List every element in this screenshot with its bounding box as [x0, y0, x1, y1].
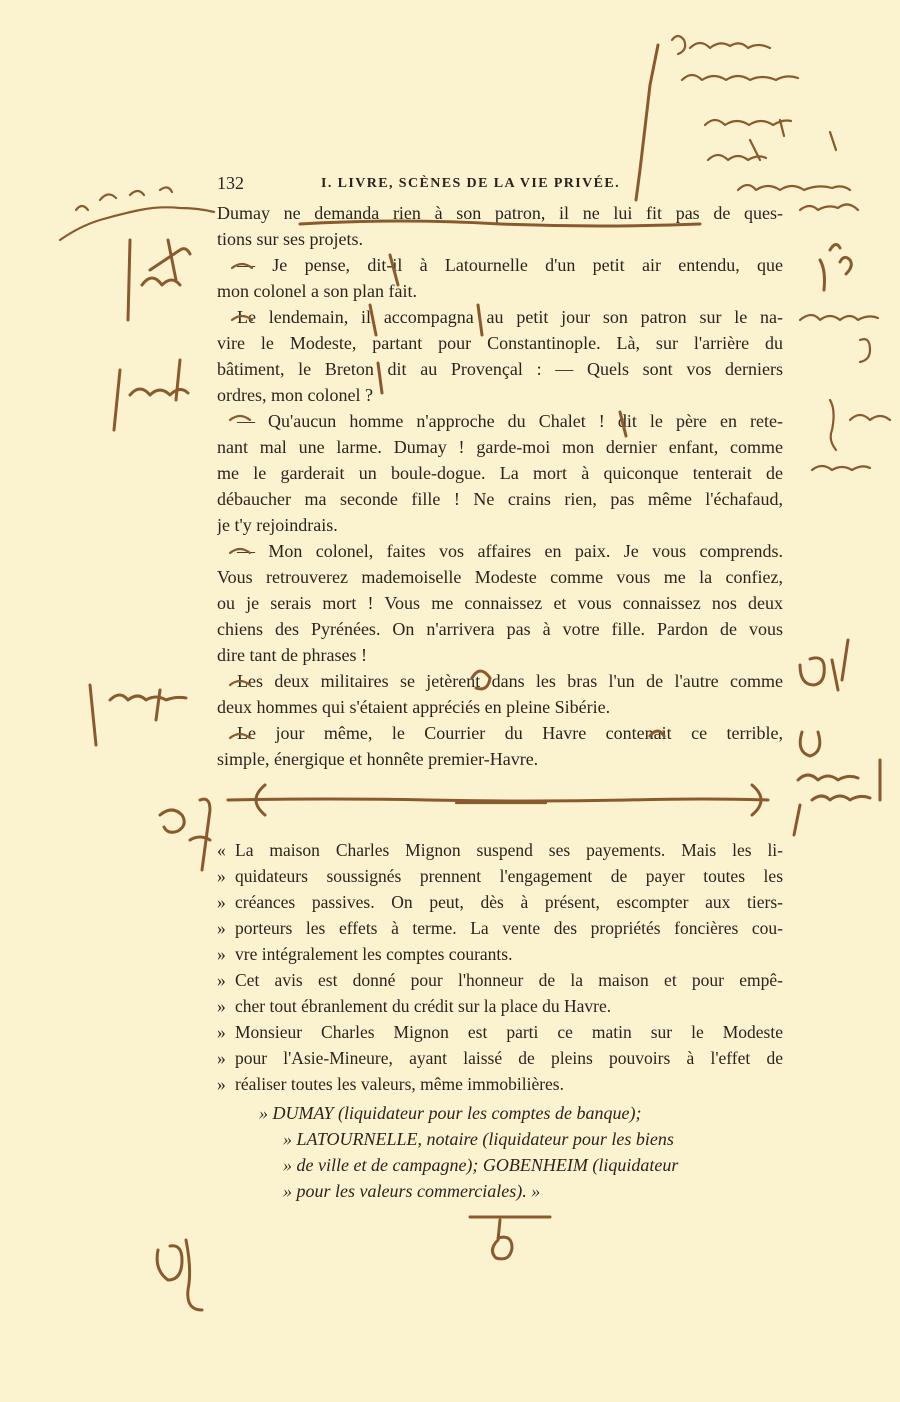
- signature-line: » DUMAY (liquidateur pour les comptes de banque);: [259, 1103, 642, 1123]
- margin-note-left-3: [114, 360, 188, 430]
- text-line: débaucher ma seconde fille ! Ne crains rien, pas même l'échafaud,: [217, 489, 783, 509]
- text-line: nant mal une larme. Dumay ! garde-moi mon dernier enfant, comme: [217, 437, 783, 457]
- notice-line: » Monsieur Charles Mignon est parti ce matin sur le Modeste: [217, 1022, 783, 1042]
- closing-flourish: [492, 1220, 512, 1259]
- running-header: [217, 173, 687, 199]
- signature-line: » de ville et de campagne); GOBENHEIM (liquidateur: [283, 1155, 679, 1175]
- text-line: dire tant de phrases !: [217, 645, 367, 665]
- text-line: ou je serais mort ! Vous me connaissez et vous connaissez nos deux: [217, 593, 783, 613]
- signature-line: » LATOURNELLE, notaire (liquidateur pour les biens: [283, 1129, 674, 1149]
- margin-note-left-4: [90, 685, 186, 745]
- text-line: vire le Modeste, partant pour Constantinople. Là, sur l'arrière du: [217, 333, 783, 353]
- running-head: I. LIVRE, SCÈNES DE LA VIE PRIVÉE.: [321, 176, 621, 191]
- notice-line: » créances passives. On peut, dès à présent, escompter aux tiers-: [217, 892, 783, 912]
- text-line: Les deux militaires se jetèrent dans les bras l'un de l'autre comme: [237, 671, 783, 691]
- margin-note-right-2: [800, 315, 878, 362]
- text-line: — Mon colonel, faites vos affaires en paix. Je vous comprends.: [237, 541, 783, 561]
- text-line: mon colonel a son plan fait.: [217, 281, 417, 301]
- notice-line: » quidateurs soussignés prennent l'engagement de payer toutes les: [217, 866, 783, 886]
- notice-quotation: [217, 837, 783, 1097]
- notice-line: » pour l'Asie-Mineure, ayant laissé de pleins pouvoirs à l'effet de: [217, 1048, 783, 1068]
- notice-line: » Cet avis est donné pour l'honneur de la maison et pour empê-: [217, 970, 783, 990]
- margin-note-right-3: [812, 400, 890, 470]
- text-line: — Je pense, dit-il à Latournelle d'un petit air entendu, que: [237, 255, 783, 275]
- notice-line: « La maison Charles Mignon suspend ses payements. Mais les li-: [217, 840, 783, 860]
- text-line: Le jour même, le Courrier du Havre contenait ce terrible,: [237, 723, 783, 743]
- margin-note-top-right: [672, 36, 858, 210]
- text-line: — Qu'aucun homme n'approche du Chalet ! dit le père en rete-: [237, 411, 783, 431]
- long-horizontal-line: [228, 799, 768, 801]
- margin-note-left-2: [128, 240, 190, 320]
- text-line: ordres, mon colonel ?: [217, 385, 373, 405]
- notice-line: » vre intégralement les comptes courants.: [217, 944, 513, 964]
- notice-line: » cher tout ébranlement du crédit sur la place du Havre.: [217, 996, 612, 1016]
- text-line: Le lendemain, il accompagna au petit jour son patron sur le na-: [237, 307, 783, 327]
- signatories: [217, 1100, 783, 1204]
- margin-note-right-5: [794, 732, 880, 835]
- text-line: tions sur ses projets.: [217, 229, 363, 249]
- text-line: Dumay ne demanda rien à son patron, il ne lui fit pas de ques-: [217, 203, 783, 223]
- margin-note-left-1: [60, 187, 214, 240]
- signature-line: » pour les valeurs commerciales). »: [283, 1181, 541, 1201]
- margin-note-right-1: [820, 244, 851, 290]
- margin-note-right-4: [800, 640, 848, 690]
- text-line: me le garderait un boule-dogue. La mort à quiconque tenterait de: [217, 463, 783, 483]
- page-number: 132: [217, 173, 244, 193]
- text-line: deux hommes qui s'étaient appréciés en pleine Sibérie.: [217, 697, 611, 717]
- margin-note-left-5: [160, 799, 210, 870]
- text-line: bâtiment, le Breton dit au Provençal : — Quels sont vos derniers: [217, 359, 783, 379]
- text-line: je t'y rejoindrais.: [217, 515, 338, 535]
- notice-line: » réaliser toutes les valeurs, même immobilières.: [217, 1074, 564, 1094]
- margin-note-bottom-left: [157, 1240, 202, 1310]
- main-text: [217, 200, 783, 772]
- separator-paren-left: [256, 785, 265, 815]
- text-line: chiens des Pyrénées. On n'arrivera pas à votre fille. Pardon de vous: [217, 619, 783, 639]
- separator-paren-right: [752, 785, 761, 815]
- notice-line: » porteurs les effets à terme. La vente des propriétés foncières cou-: [217, 918, 783, 938]
- text-line: simple, énergique et honnête premier-Havre.: [217, 749, 539, 769]
- text-line: Vous retrouverez mademoiselle Modeste comme vous me la confiez,: [217, 567, 783, 587]
